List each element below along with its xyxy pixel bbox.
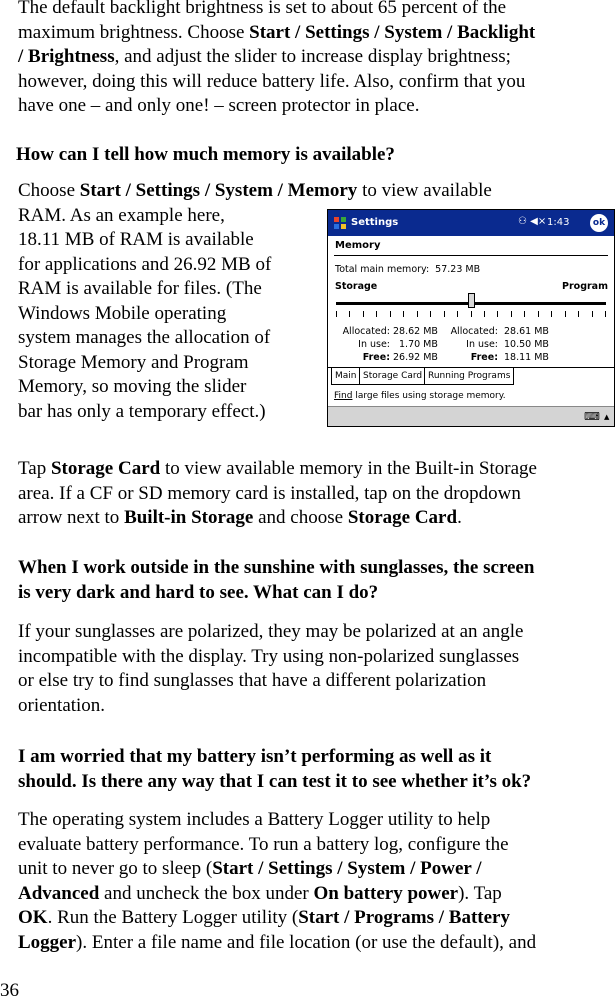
memory-page-header: Memory xyxy=(335,240,381,251)
bold-term: Start / Programs / Battery xyxy=(298,907,510,928)
heading-line: should. Is there any way that I can test it to see whether it’s ok? xyxy=(18,770,532,792)
text-line xyxy=(18,45,616,70)
memory-slider-thumb[interactable] xyxy=(468,293,475,308)
header-divider xyxy=(334,255,608,256)
text-run: to view available memory in the Built-in Storage xyxy=(160,458,537,479)
slider-tick xyxy=(524,311,525,317)
slider-tick xyxy=(551,311,552,317)
status-icons: ⚇ ◀× xyxy=(518,216,547,227)
slider-tick xyxy=(417,311,418,317)
text-run: Tap xyxy=(18,458,51,479)
storage-free-label: Free: xyxy=(362,352,390,363)
text-line xyxy=(18,457,616,482)
program-free-value: 18.11 MB xyxy=(504,352,549,363)
text-run: unit to never go to sleep ( xyxy=(18,858,213,879)
text-line xyxy=(18,931,616,956)
text-run: The default backlight brightness is set to about 65 percent of the xyxy=(18,0,507,18)
page-number: 36 xyxy=(0,980,19,1001)
device-clock: 1:43 xyxy=(547,217,570,228)
question-sunglasses-heading xyxy=(18,556,616,605)
text-line xyxy=(18,857,616,882)
slider-tick xyxy=(390,311,391,317)
slider-tick xyxy=(457,311,458,317)
text-run: ). Enter a file name and file location (or use the default), and xyxy=(76,931,537,953)
slider-tick xyxy=(484,311,485,317)
find-large-files-link[interactable]: Find large files using storage memory. xyxy=(334,391,506,401)
slider-tick xyxy=(376,311,377,317)
windows-flag-icon xyxy=(333,216,347,230)
slider-tick xyxy=(336,311,337,317)
text-run: Choose xyxy=(18,180,80,201)
bold-term: Storage Card xyxy=(50,458,161,479)
bold-term: OK xyxy=(18,907,48,928)
text-run: bar has only a temporary effect.) xyxy=(18,400,266,422)
text-run: however, doing this will reduce battery life. Also, confirm that you xyxy=(18,70,526,92)
program-allocated-label: Allocated: xyxy=(450,326,498,337)
heading-line: is very dark and hard to see. What can I do? xyxy=(18,581,379,603)
text-run: RAM is available for files. (The xyxy=(18,278,262,299)
tab-strip xyxy=(328,367,614,386)
heading-line: When I work outside in the sunshine with sunglasses, the screen xyxy=(18,557,535,578)
bold-term: Start / Settings / System / Backlight xyxy=(249,21,536,43)
text-run: arrow next to xyxy=(18,507,125,528)
text-run: maximum brightness. Choose xyxy=(18,21,250,43)
slider-tick xyxy=(497,311,498,317)
text-run: for applications and 26.92 MB of xyxy=(18,253,272,275)
program-inuse-label: In use: xyxy=(466,339,498,350)
bold-term: Start / Settings / System / Power / xyxy=(212,858,482,879)
storage-inuse-label: In use: xyxy=(358,339,390,350)
text-run: have one – and only one! – screen protector in place. xyxy=(18,95,420,116)
text-run: The operating system includes a Battery Logger utility to help xyxy=(18,809,491,830)
bold-term: / Brightness xyxy=(18,46,115,67)
text-line xyxy=(18,906,616,931)
storage-inuse-value: 1.70 MB xyxy=(399,339,438,350)
text-run: and choose xyxy=(253,507,348,528)
bold-term: Built-in Storage xyxy=(124,507,254,528)
text-run: . Run the Battery Logger utility ( xyxy=(47,907,299,928)
text-run: RAM. As an example here, xyxy=(18,204,225,226)
text-line xyxy=(18,482,616,507)
storage-allocated-label: Allocated: xyxy=(342,326,390,337)
slider-tick xyxy=(349,311,350,317)
text-line xyxy=(18,645,616,670)
storage-card-paragraph xyxy=(18,457,616,531)
text-run: orientation. xyxy=(18,694,106,716)
bold-term: Start / Settings / System / Memory xyxy=(79,180,358,201)
bold-term: Storage Card xyxy=(347,507,458,528)
text-line xyxy=(18,833,616,858)
question-memory-heading: How can I tell how much memory is available? xyxy=(16,144,395,165)
text-run: Memory, so moving the slider xyxy=(18,376,247,397)
program-label: Program xyxy=(562,281,608,292)
slider-tick xyxy=(538,311,539,317)
slider-tick xyxy=(605,311,606,317)
text-line xyxy=(18,882,616,907)
text-run: Storage Memory and Program xyxy=(18,351,249,373)
slider-tick xyxy=(430,311,431,317)
text-run: ). Tap xyxy=(458,882,502,904)
heading-line: I am worried that my battery isn’t performing as well as it xyxy=(18,746,492,767)
text-line xyxy=(18,70,616,95)
question-battery-heading xyxy=(18,745,616,794)
total-main-memory: Total main memory: 57.23 MB xyxy=(335,264,481,275)
text-line xyxy=(18,94,616,119)
text-line xyxy=(18,694,616,719)
device-menu-bar xyxy=(328,406,614,427)
keyboard-icon[interactable]: ⌨ xyxy=(584,410,600,423)
tab-running-programs[interactable]: Running Programs xyxy=(424,368,514,385)
device-title: Settings xyxy=(351,217,399,228)
text-run: evaluate battery performance. To run a battery log, configure the xyxy=(18,833,509,855)
text-line xyxy=(18,669,616,694)
text-run: If your sunglasses are polarized, they may be polarized at an angle xyxy=(18,621,524,642)
slider-tick xyxy=(403,311,404,317)
tab-main[interactable]: Main xyxy=(331,368,361,385)
bold-term: On battery power xyxy=(313,882,459,904)
slider-tick xyxy=(565,311,566,317)
storage-allocated-value: 28.62 MB xyxy=(393,326,438,337)
text-run: . xyxy=(457,507,462,528)
memory-settings-screenshot xyxy=(327,209,615,427)
device-title-bar xyxy=(328,210,614,236)
text-line xyxy=(18,179,616,204)
program-allocated-value: 28.61 MB xyxy=(504,326,549,337)
slider-tick xyxy=(511,311,512,317)
slider-tick xyxy=(471,311,472,317)
ok-button[interactable]: ok xyxy=(590,214,608,232)
bold-term: Logger xyxy=(18,931,77,953)
text-run: and uncheck the box under xyxy=(99,882,314,904)
slider-tick xyxy=(363,311,364,317)
slider-tick xyxy=(592,311,593,317)
text-line xyxy=(18,506,616,531)
bold-term: Advanced xyxy=(18,882,100,904)
text-run: system manages the allocation of xyxy=(18,327,271,348)
text-run: to view available xyxy=(357,180,492,201)
intro-paragraph xyxy=(18,0,616,119)
slider-tick xyxy=(578,311,579,317)
text-line xyxy=(18,620,616,645)
text-run: area. If a CF or SD memory card is installed, tap on the dropdown xyxy=(18,482,521,504)
input-arrow-icon[interactable]: ▲ xyxy=(604,413,610,421)
slider-tick xyxy=(444,311,445,317)
text-line xyxy=(18,808,616,833)
program-inuse-value: 10.50 MB xyxy=(504,339,549,350)
text-run: incompatible with the display. Try using non-polarized sunglasses xyxy=(18,645,520,667)
text-line xyxy=(18,0,616,21)
text-run: or else try to find sunglasses that have a different polarization xyxy=(18,670,487,691)
text-run: 18.11 MB of RAM is available xyxy=(18,229,254,250)
slider-ticks xyxy=(336,311,606,317)
storage-label: Storage xyxy=(335,281,378,292)
storage-free-value: 26.92 MB xyxy=(393,352,438,363)
program-free-label: Free: xyxy=(470,352,498,363)
battery-answer-paragraph xyxy=(18,808,616,955)
sunglasses-answer-paragraph xyxy=(18,620,616,718)
text-line xyxy=(18,21,616,46)
text-run: , and adjust the slider to increase display brightness; xyxy=(114,46,511,67)
text-run: Windows Mobile operating xyxy=(18,302,227,324)
tab-storage-card[interactable]: Storage Card xyxy=(359,368,426,385)
